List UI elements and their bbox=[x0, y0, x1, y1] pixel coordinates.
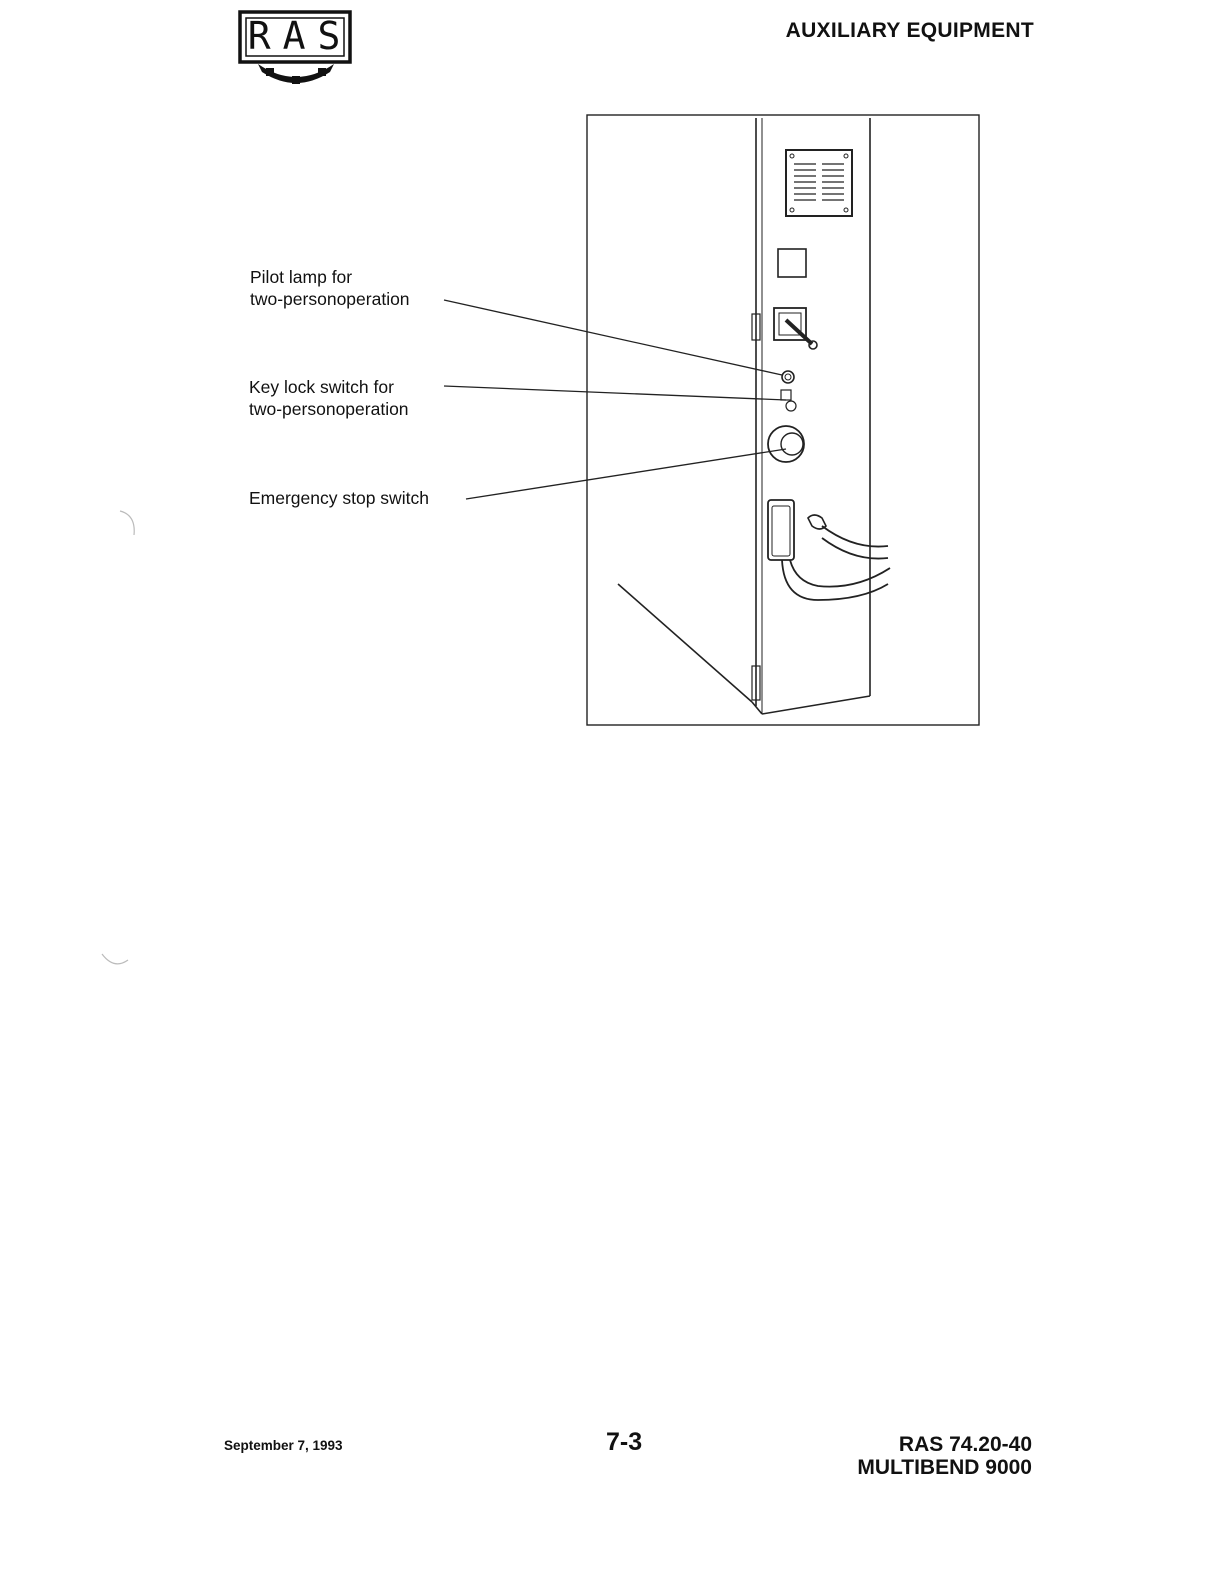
callout-pilot-lamp bbox=[250, 266, 410, 310]
footer-document-id bbox=[857, 1433, 1032, 1479]
footer-date: September 7, 1993 bbox=[224, 1438, 343, 1453]
callout-key-lock-switch bbox=[249, 376, 409, 420]
logo-text: RAS bbox=[247, 14, 353, 58]
callout-line: Pilot lamp for bbox=[250, 267, 353, 287]
binder-hole-mark bbox=[92, 940, 138, 974]
callout-line: Key lock switch for bbox=[249, 377, 394, 397]
footer-doc-line: MULTIBEND 9000 bbox=[857, 1456, 1032, 1479]
ras-logo bbox=[238, 10, 354, 86]
page-header-title: AUXILIARY EQUIPMENT bbox=[785, 19, 1034, 42]
callout-emergency-stop-switch bbox=[249, 487, 429, 509]
footer-doc-line: RAS 74.20-40 bbox=[898, 1433, 1032, 1456]
control-panel-illustration bbox=[586, 114, 980, 726]
callout-line: two-personoperation bbox=[249, 399, 409, 419]
footer-page-number: 7-3 bbox=[606, 1428, 643, 1456]
callout-line: Emergency stop switch bbox=[249, 488, 429, 508]
callout-line: two-personoperation bbox=[250, 289, 410, 309]
binder-hole-mark bbox=[100, 505, 146, 549]
